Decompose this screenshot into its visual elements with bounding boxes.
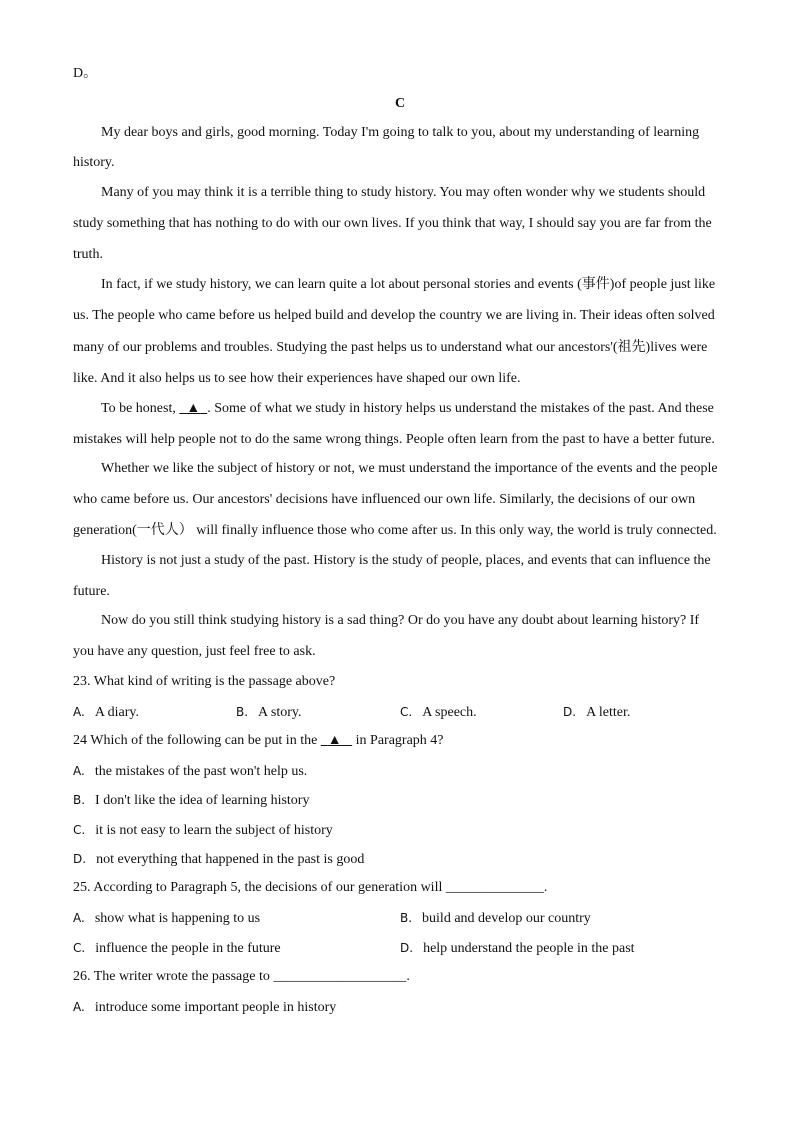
option-letter: C. [73,823,86,837]
paragraph-line: In fact, if we study history, we can learn quite a lot about personal stories and events (事件)of people just like [101,277,716,292]
option-text: A diary. [94,705,140,720]
option-d[interactable] [563,703,630,722]
option-a[interactable] [73,703,139,722]
option-a[interactable] [73,762,307,781]
question-stem: 26. The writer wrote the passage to ___________________. [73,969,410,984]
option-letter: B. [400,911,413,925]
option-text: A speech. [422,705,477,720]
option-a[interactable] [73,909,260,928]
option-text: help understand the people in the past [423,941,635,956]
paragraph-text: To be honest, [101,401,176,416]
question-stem: 25. According to Paragraph 5, the decisions of our generation will ______________. [73,880,548,895]
option-b[interactable] [400,909,591,928]
option-letter: C. [400,705,413,719]
paragraph-line: future. [73,584,110,599]
option-letter: D. [400,941,414,955]
question-stem: 23. What kind of writing is the passage above? [73,674,336,689]
option-letter: D. [73,852,87,866]
option-c[interactable] [73,939,281,958]
paragraph-text: . Some of what we study in history helps us understand the mistakes of the past. And these [207,401,714,416]
option-b[interactable] [73,791,309,810]
section-title: C [394,96,406,111]
paragraph-line: generation(一代人） will finally influence those who come after us. In this only way, the world is truly connected. [73,523,717,538]
option-letter: B. [236,705,249,719]
question-stem [73,732,444,750]
option-letter: D. [563,705,577,719]
option-text: A letter. [586,705,631,720]
option-letter: A. [73,911,85,925]
paragraph-line: you have any question, just feel free to ask. [73,644,316,659]
option-text: not everything that happened in the past is good [96,852,365,867]
option-text: the mistakes of the past won't help us. [94,764,308,779]
paragraph-line: many of our problems and troubles. Studying the past helps us to understand what our ancestors'(祖先)lives were [73,340,708,355]
option-letter: B. [73,793,86,807]
option-letter: A. [73,764,85,778]
paragraph-line: like. And it also helps us to see how their experiences have shaped our own life. [73,371,521,386]
blank-triangle-icon: ▲ [327,733,342,748]
question-text: 24 Which of the following can be put in the [73,733,318,748]
paragraph-line: study something that has nothing to do with our own lives. If you think that way, I should say you are far from the [73,216,712,231]
option-a[interactable] [73,998,336,1017]
option-b[interactable] [236,703,301,722]
paragraph-line: truth. [73,247,103,262]
option-text: A story. [258,705,302,720]
option-text: show what is happening to us [94,911,261,926]
blank-marker [179,401,207,416]
paragraph-line: Whether we like the subject of history or not, we must understand the importance of the events and the people [101,461,718,476]
blank-triangle-icon: ▲ [186,401,201,416]
option-text: I don't like the idea of learning history [95,793,310,808]
paragraph-line: mistakes will help people not to do the same wrong things. People often learn from the past to have a better future. [73,432,715,447]
paragraph-line: us. The people who came before us helped build and develop the country we are living in. Their ideas often solved [73,308,715,323]
option-letter: A. [73,705,85,719]
option-text: influence the people in the future [95,941,281,956]
option-letter: A. [73,1000,85,1014]
option-d[interactable] [73,850,364,869]
paragraph-line: Many of you may think it is a terrible thing to study history. You may often wonder why we students should [101,185,706,200]
option-text: build and develop our country [422,911,591,926]
option-text: it is not easy to learn the subject of history [95,823,333,838]
question-text: in Paragraph 4? [355,733,444,748]
option-d[interactable] [400,939,635,958]
option-letter: C. [73,941,86,955]
paragraph-line: who came before us. Our ancestors' decisions have influenced our own life. Similarly, the decisions of our own [73,492,696,507]
header-fragment: D。 [73,66,98,81]
blank-marker [321,733,352,748]
option-c[interactable] [73,821,333,840]
paragraph-line [101,400,714,418]
paragraph-line: History is not just a study of the past. History is the study of people, places, and events that can influence the [101,553,711,568]
paragraph-line: My dear boys and girls, good morning. Today I'm going to talk to you, about my understanding of learning [101,125,700,140]
paragraph-line: Now do you still think studying history is a sad thing? Or do you have any doubt about learning history? If [101,613,700,628]
paragraph-line: history. [73,155,115,170]
option-c[interactable] [400,703,477,722]
option-text: introduce some important people in history [94,1000,337,1015]
